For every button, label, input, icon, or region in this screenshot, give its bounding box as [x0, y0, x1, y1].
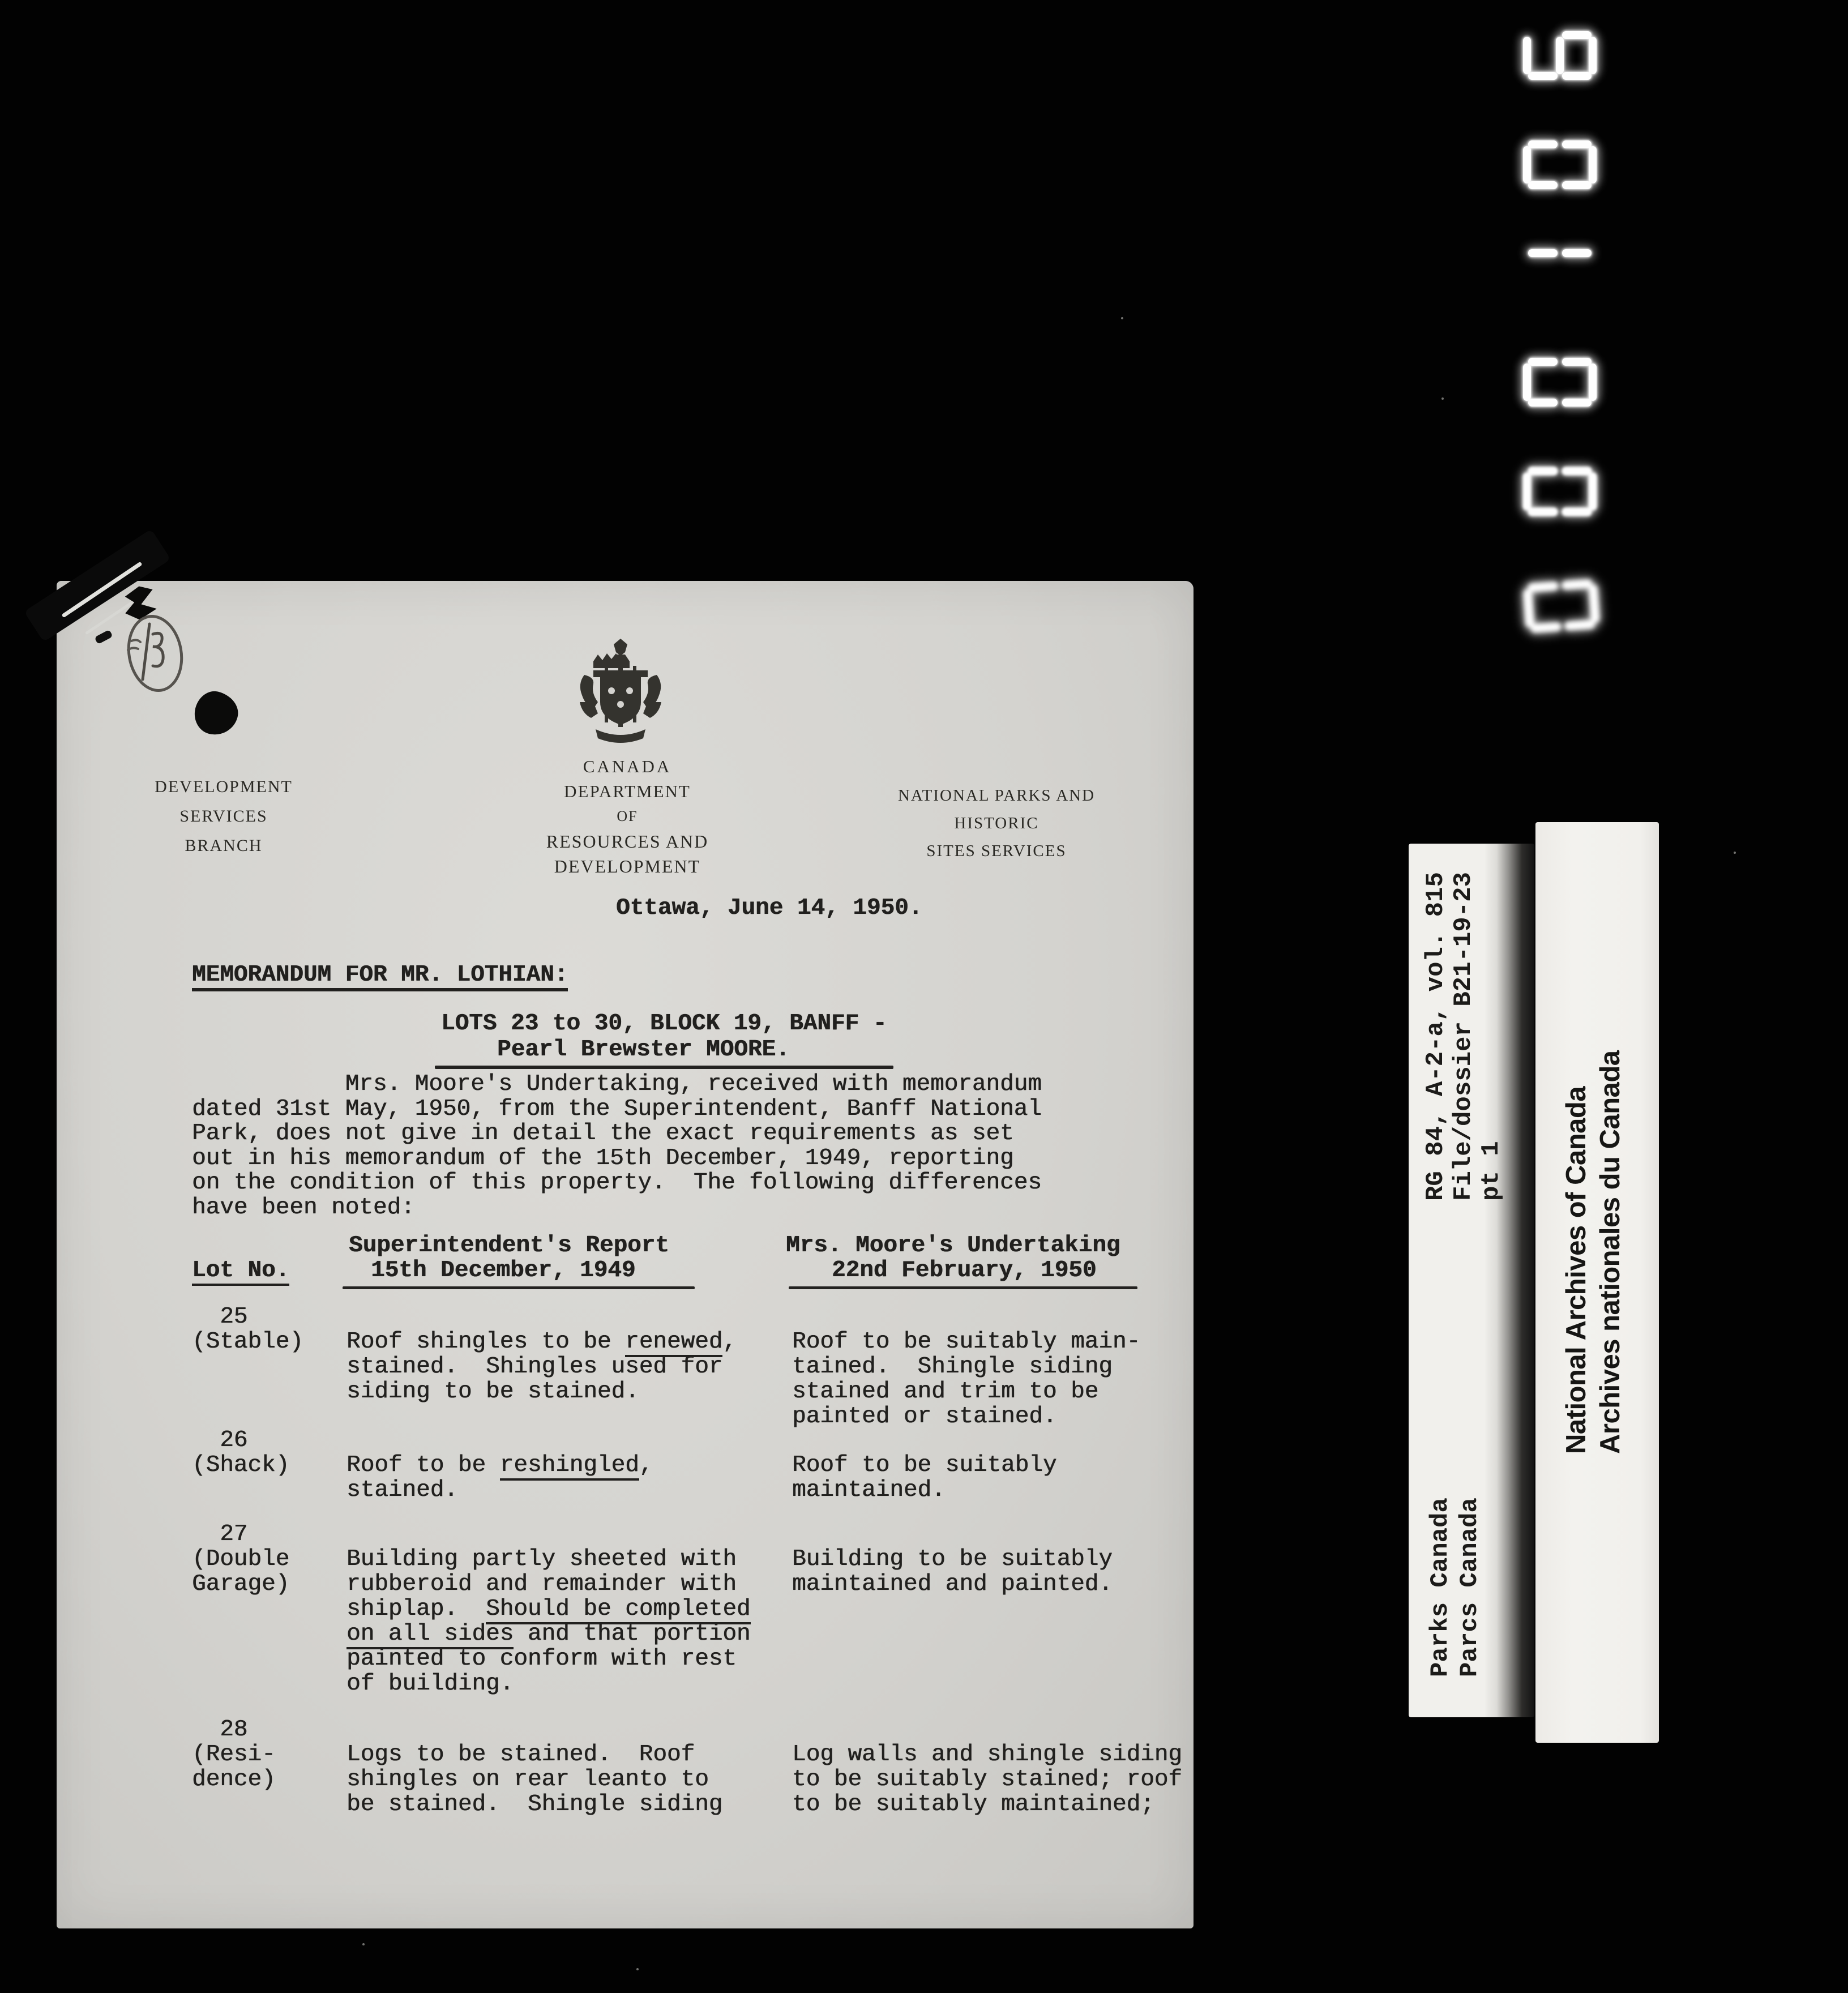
text-line: stained and trim to be	[792, 1379, 1099, 1405]
col2-header-top: Mrs. Moore's Undertaking	[786, 1233, 1120, 1259]
col2-header-underline-rule	[789, 1286, 1137, 1289]
col1-header-underline-rule	[343, 1286, 695, 1289]
text-line: stained. Shingles used for	[346, 1354, 723, 1380]
date-line: Ottawa, June 14, 1950.	[616, 895, 923, 921]
seven-segment-digit	[1523, 31, 1597, 80]
undertaking-cell	[792, 1453, 1056, 1503]
col1-header-bottom: 15th December, 1949	[371, 1258, 636, 1284]
digit-segment	[1589, 363, 1597, 401]
text-line: pt 1	[1477, 1141, 1505, 1201]
lot-cell	[192, 1428, 289, 1478]
text-line: Mrs. Moore's Undertaking, received with memorandum	[192, 1071, 1042, 1097]
digit-segment	[1523, 473, 1531, 510]
digit-segment	[1589, 585, 1599, 623]
lot-cell	[192, 1717, 276, 1792]
film-speck	[1121, 317, 1123, 319]
text-line	[346, 1622, 751, 1646]
film-speck	[362, 1943, 365, 1945]
report-cell	[346, 1329, 737, 1404]
agency-label-text	[1426, 1479, 1488, 1677]
digit-segment	[1589, 146, 1597, 183]
text-line: 28	[192, 1717, 248, 1743]
text-line: to be suitably maintained;	[792, 1791, 1154, 1817]
lot-cell	[192, 1522, 289, 1597]
col2-header-bottom: 22nd February, 1950	[832, 1258, 1097, 1284]
digit-segment	[1528, 72, 1558, 80]
film-speck	[1441, 397, 1444, 400]
text-line: (Stable)	[192, 1329, 303, 1355]
subject-underline-rule	[435, 1066, 893, 1069]
text-segment: Roof to be	[346, 1452, 500, 1478]
seven-segment-digit	[1523, 140, 1597, 189]
text-line	[346, 1329, 737, 1354]
digit-segment	[1562, 358, 1592, 366]
text-segment: ,	[722, 1329, 737, 1355]
letterhead-branch	[125, 772, 323, 861]
undertaking-cell	[792, 1329, 1140, 1429]
digit-segment	[1528, 582, 1558, 592]
text-line: DEPARTMENT	[564, 781, 691, 801]
text-line: NATIONAL PARKS AND HISTORIC	[897, 786, 1096, 832]
text-line: SITES SERVICES	[926, 842, 1067, 860]
film-counter-digit	[1523, 140, 1597, 191]
digit-segment	[1528, 140, 1558, 148]
digit-segment	[1531, 623, 1561, 633]
text-line: 25	[192, 1304, 248, 1330]
canada-coat-of-arms-crest	[571, 636, 670, 750]
letterhead-department	[480, 754, 775, 879]
digit-segment	[1562, 249, 1592, 257]
digit-segment	[1528, 181, 1558, 189]
text-line: National Archives of Canada	[1561, 1086, 1592, 1454]
digit-segment	[1528, 249, 1558, 257]
digit-segment	[1528, 358, 1558, 366]
text-line: tained. Shingle siding	[792, 1354, 1113, 1380]
text-line: have been noted:	[192, 1194, 415, 1221]
text-line: 27	[192, 1521, 248, 1547]
digit-segment	[1523, 363, 1531, 401]
text-line: Archives nationales du Canada	[1595, 1050, 1625, 1454]
text-line: of building.	[346, 1671, 514, 1697]
report-cell	[346, 1742, 722, 1817]
text-line: Logs to be stained. Roof	[346, 1742, 695, 1768]
body-paragraph	[192, 1072, 1042, 1220]
text-line: Parks Canada	[1426, 1498, 1455, 1677]
memo-heading-text: MEMORANDUM FOR MR. LOTHIAN:	[192, 962, 568, 991]
seven-segment-digit	[1523, 579, 1600, 633]
text-line: (Double	[192, 1546, 290, 1572]
digit-segment	[1562, 140, 1592, 148]
undertaking-cell	[792, 1547, 1113, 1597]
text-line: on the condition of this property. The following differences	[192, 1170, 1042, 1196]
digit-segment	[1528, 399, 1558, 407]
pencil-circle-annotation	[120, 607, 188, 698]
text-line: stained.	[346, 1477, 458, 1503]
text-line: Log walls and shingle siding	[792, 1742, 1182, 1768]
report-cell	[346, 1453, 653, 1503]
col1-header-top: Superintendent's Report	[349, 1233, 669, 1259]
digit-segment	[1524, 589, 1534, 627]
text-line: dence)	[192, 1767, 276, 1793]
report-cell	[346, 1547, 751, 1696]
memorandum-page	[57, 581, 1194, 1928]
underlined-text: renewed	[625, 1329, 722, 1357]
text-line: File/dossier B21-19-23	[1449, 872, 1478, 1201]
text-line: siding to be stained.	[346, 1379, 639, 1405]
text-line: rubberoid and remainder with	[346, 1571, 737, 1597]
text-line: maintained and painted.	[792, 1571, 1113, 1597]
lot-no-header	[192, 1258, 289, 1283]
lot-no-header-text: Lot No.	[192, 1258, 289, 1286]
text-line: (Resi-	[192, 1742, 276, 1768]
text-line: Parcs Canada	[1456, 1498, 1484, 1677]
digit-segment	[1562, 181, 1592, 189]
text-line: painted or stained.	[792, 1404, 1057, 1430]
seven-segment-digit	[1523, 249, 1597, 298]
text-line: CANADA	[583, 756, 672, 776]
text-line: Park, does not give in detail the exact requirements as set	[192, 1120, 1014, 1147]
text-line: RESOURCES AND DEVELOPMENT	[546, 831, 709, 876]
text-line: Building to be suitably	[792, 1546, 1113, 1572]
text-line: Garage)	[192, 1571, 290, 1597]
text-line: to be suitably stained; roof	[792, 1767, 1182, 1793]
text-line: out in his memorandum of the 15th December, 1949, reporting	[192, 1145, 1014, 1171]
film-speck	[1734, 852, 1736, 854]
film-counter-digit	[1523, 249, 1597, 300]
text-segment: and that portion	[514, 1621, 751, 1647]
text-line	[346, 1597, 751, 1622]
text-line: be stained. Shingle siding	[346, 1791, 723, 1817]
digit-segment	[1556, 37, 1564, 74]
text-line: RG 84, A-2-a, vol. 815	[1422, 872, 1450, 1201]
agency-label	[1426, 1479, 1488, 1677]
letterhead-service	[872, 782, 1121, 865]
subject-line-1: LOTS 23 to 30, BLOCK 19, BANFF -	[441, 1011, 887, 1037]
film-counter-digit	[1523, 358, 1597, 409]
digit-segment	[1589, 37, 1597, 74]
text-line: maintained.	[792, 1477, 946, 1503]
digit-segment	[1562, 508, 1592, 516]
digit-segment	[1562, 580, 1592, 590]
underlined-text: reshingled	[500, 1452, 639, 1481]
text-line: 26	[192, 1427, 248, 1453]
digit-segment	[1565, 620, 1595, 630]
text-line: BRANCH	[185, 836, 263, 855]
text-line: painted to conform with rest	[346, 1646, 737, 1672]
digit-segment	[1562, 467, 1592, 475]
digit-segment	[1523, 146, 1531, 183]
text-line: Building partly sheeted with	[346, 1546, 737, 1572]
reference-label-text	[1422, 847, 1513, 1201]
digit-segment	[1589, 473, 1597, 510]
archives-label-text	[1559, 1051, 1636, 1454]
subject-line-2: Pearl Brewster MOORE.	[497, 1037, 790, 1063]
film-counter-digit	[1523, 31, 1597, 82]
text-line: Roof to be suitably main-	[792, 1329, 1141, 1355]
lot-cell	[192, 1305, 303, 1354]
text-line: Roof to be suitably	[792, 1452, 1057, 1478]
undertaking-cell	[792, 1742, 1182, 1817]
seven-segment-digit	[1523, 358, 1597, 407]
text-segment: shiplap.	[346, 1596, 486, 1622]
underlined-text: on all sides	[346, 1621, 514, 1649]
digit-segment	[1528, 467, 1558, 475]
underlined-text: Should be completed	[486, 1596, 750, 1624]
reference-label	[1422, 847, 1513, 1201]
text-line	[346, 1453, 653, 1478]
digit-segment	[1528, 508, 1558, 516]
digit-segment	[1562, 72, 1592, 80]
film-speck	[636, 1968, 639, 1970]
text-line: OF	[617, 808, 638, 824]
digit-segment	[1562, 399, 1592, 407]
text-line: DEVELOPMENT SERVICES	[155, 777, 293, 826]
archives-label	[1559, 1051, 1636, 1454]
text-line: (Shack)	[192, 1452, 290, 1478]
film-counter-digit	[1523, 467, 1597, 518]
text-segment: ,	[639, 1452, 653, 1478]
film-counter-digit	[1523, 584, 1597, 635]
text-segment: Roof shingles to be	[346, 1329, 626, 1355]
digit-segment	[1523, 37, 1531, 74]
text-line: dated 31st May, 1950, from the Superintendent, Banff National	[192, 1096, 1042, 1122]
memo-heading	[192, 963, 568, 987]
seven-segment-digit	[1523, 467, 1597, 516]
text-line: shingles on rear leanto to	[346, 1767, 709, 1793]
digit-segment	[1562, 31, 1592, 39]
